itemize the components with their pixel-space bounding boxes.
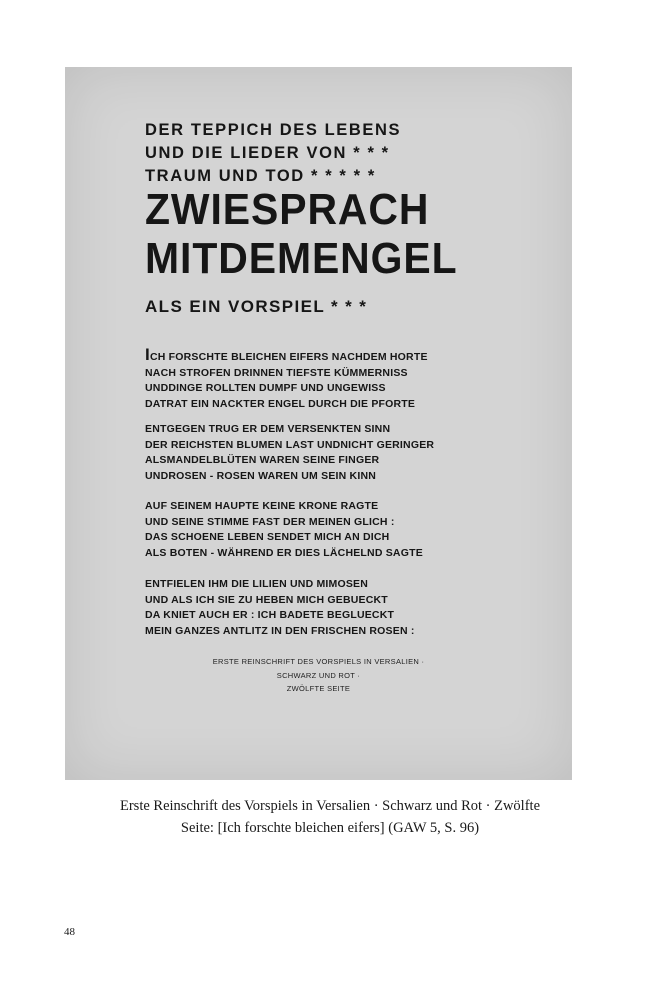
verse-line: UNDROSEN - ROSEN WAREN UM SEIN KINN [145,469,377,482]
verse-line: UND ALS ICH SIE ZU HEBEN MICH GEBUECKT [145,593,388,606]
page-number: 48 [64,926,75,938]
verse-line [145,347,545,366]
stanza-2 [145,422,545,484]
verse-line: ENTFIELEN IHM DIE LILIEN UND MIMOSEN [145,578,369,590]
verse-line: DER REICHSTEN BLUMEN LAST UNDNICHT GERINGER [145,438,435,451]
manuscript-subtitle: ALS EIN VORSPIEL * * * [145,297,368,316]
stanza-3 [145,499,545,561]
title-line: TRAUM UND TOD * * * * * [145,167,376,185]
verse-line: UND SEINE STIMME FAST DER MEINEN GLICH : [145,515,395,528]
verse-line: DATRAT EIN NACKTER ENGEL DURCH DIE PFORTE [145,397,416,410]
big-title-line: ZWIESPRACH [145,185,430,234]
verse-line: ALSMANDELBLÜTEN WAREN SEINE FINGER [145,454,380,466]
verse-line: DAS SCHOENE LEBEN SENDET MICH AN DICH [145,531,390,543]
plate-caption [65,655,572,696]
stanza-4 [145,577,545,639]
figure-caption [60,795,600,839]
verse-line: MEIN GANZES ANTLITZ IN DEN FRISCHEN ROSEN : [145,624,415,637]
verse-text: CH FORSCHTE BLEICHEN EIFERS NACHDEM HORTE [149,351,428,363]
verse-line: NACH STROFEN DRINNEN TIEFSTE KÜMMERNISS [145,366,408,379]
title-line: UND DIE LIEDER VON * * * [145,144,390,162]
stanza-1 [145,347,545,412]
manuscript-title [145,119,545,188]
big-title-line: MITDEMENGEL [145,234,458,283]
verse-line: ALS BOTEN - WÄHREND ER DIES LÄCHELND SAGTE [145,546,423,559]
title-line: DER TEPPICH DES LEBENS [145,121,402,139]
verse-line: UNDDINGE ROLLTEN DUMPF UND UNGEWISS [145,382,386,394]
manuscript-facsimile [65,67,572,780]
caption-line: Seite: [Ich forschte bleichen eifers] (GAW 5, S. 96) [180,820,480,836]
plate-caption-line: ZWÖLFTE SEITE [286,684,351,693]
plate-caption-line: ERSTE REINSCHRIFT DES VORSPIELS IN VERSALIEN · [212,657,425,666]
manuscript-big-title [145,185,517,283]
verse-line: AUF SEINEM HAUPTE KEINE KRONE RAGTE [145,500,379,512]
plate-caption-line: SCHWARZ UND ROT · [276,670,361,680]
drop-cap: I [145,345,150,364]
caption-line: Erste Reinschrift des Vorspiels in Versalien · Schwarz und Rot · Zwölfte [119,798,541,814]
verse-line: ENTGEGEN TRUG ER DEM VERSENKTEN SINN [145,423,391,435]
verse-line: DA KNIET AUCH ER : ICH BADETE BEGLUECKT [145,609,395,621]
